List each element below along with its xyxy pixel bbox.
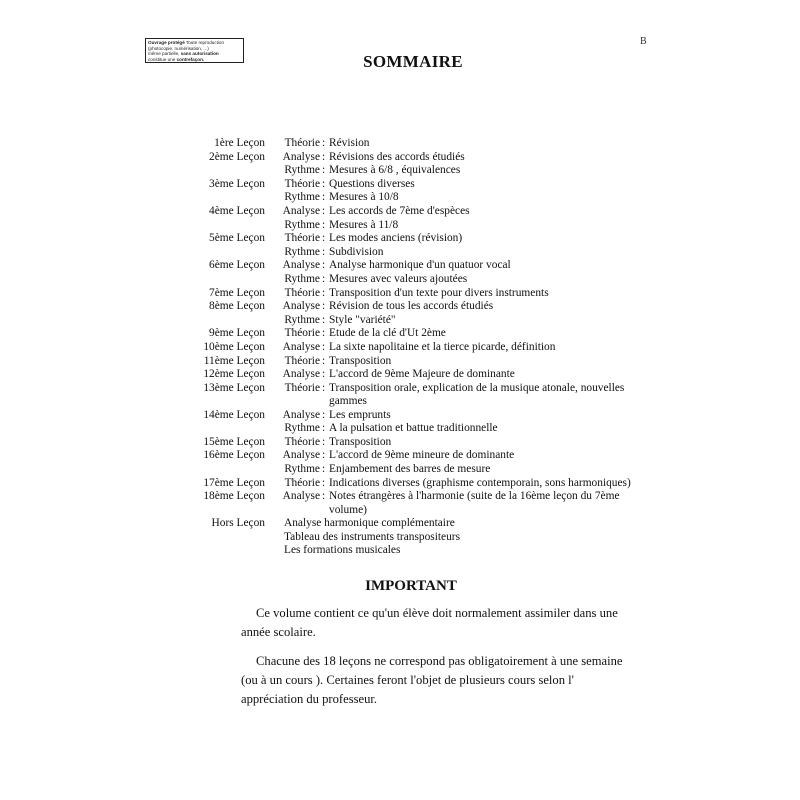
toc-kind: Théorie [284,354,320,367]
toc-lesson: 5ème Leçon [209,232,265,245]
toc-colon: : [322,463,326,476]
toc-kind: Analyse [282,449,320,462]
toc-lesson: 18ème Leçon [203,490,265,503]
toc-row [0,355,800,369]
toc-description: Analyse harmonique complémentaire [284,517,455,530]
toc-kind: Analyse [282,368,320,381]
notice-line4-bold: contrefaçon. [176,56,205,62]
toc-description: Transposition d'un texte pour divers instruments [329,286,549,299]
toc-colon: : [322,449,326,462]
toc-colon: : [322,422,326,435]
toc-colon: : [322,408,326,421]
toc-lesson: 6ème Leçon [209,259,265,272]
toc-description: Style "variété" [329,313,396,326]
toc-kind: Théorie [284,435,320,448]
toc-lesson: 15ème Leçon [203,435,265,448]
paragraph-1-text: Ce volume contient ce qu'un élève doit normalement assimiler dans une année scolaire. [241,606,618,639]
toc-row [0,232,800,246]
toc-lesson: 14ème Leçon [203,408,265,421]
page-title: SOMMAIRE [363,52,463,71]
toc-description: Transposition orale, explication de la musique atonale, nouvelles gammes [329,381,625,408]
toc-kind: Analyse [282,204,320,217]
toc-description: Enjambement des barres de mesure [329,463,491,476]
toc-kind: Analyse [282,340,320,353]
toc-colon: : [322,137,326,149]
toc-row [0,449,800,463]
toc-description: Révision de tous les accords étudiés [329,300,494,313]
toc-kind: Analyse [282,150,320,163]
toc-row [0,273,800,287]
paragraph-1 [241,604,626,642]
paragraph-2 [241,652,626,709]
toc-colon: : [322,490,326,503]
toc-colon: : [322,245,326,258]
toc-row [0,368,800,382]
toc-row [0,463,800,477]
toc-row [0,436,800,450]
toc-kind: Rythme [284,313,320,326]
toc-description: Transposition [329,435,392,448]
toc-kind: Théorie [284,327,320,340]
toc-lesson: 2ème Leçon [209,150,265,163]
toc-colon: : [322,177,326,190]
toc-row [0,259,800,273]
toc-kind: Théorie [284,381,320,394]
toc-row [0,219,800,233]
toc-row [0,300,800,314]
toc-description: Analyse harmonique d'un quatuor vocal [329,259,511,272]
toc-kind: Théorie [284,476,320,489]
toc-description: Les accords de 7ème d'espèces [329,204,470,217]
toc-lesson: 9ème Leçon [209,327,265,340]
toc-lesson: 8ème Leçon [209,300,265,313]
notice-line1-bold: Ouvrage protégé [148,40,185,45]
toc-lesson: 11ème Leçon [203,354,265,367]
toc-kind: Théorie [284,137,320,149]
notice-line2: (photocopie, numérisation, ...) [148,45,209,51]
toc-description: Mesures à 6/8 , équivalences [329,164,461,177]
toc-colon: : [322,164,326,177]
toc-colon: : [322,272,326,285]
toc-row [0,531,800,545]
toc-colon: : [322,313,326,326]
toc-description: Notes étrangères à l'harmonie (suite de la 16ème leçon du 7ème volume) [329,490,620,516]
table-of-contents [0,137,800,558]
toc-colon: : [322,368,326,381]
notice-line4a: constitue une [148,56,177,62]
toc-colon: : [322,300,326,313]
notice-line1-rest: Toute reproduction [184,40,225,45]
toc-row [0,246,800,260]
toc-colon: : [322,191,326,204]
toc-description: Subdivision [329,245,384,258]
toc-row [0,517,800,531]
toc-description: Les modes anciens (révision) [329,232,463,245]
toc-description: Tableau des instruments transpositeurs [284,530,461,543]
toc-row [0,151,800,165]
toc-colon: : [322,340,326,353]
page-letter: B [640,36,647,47]
toc-kind: Analyse [282,300,320,313]
important-heading: IMPORTANT [365,578,457,594]
toc-row [0,191,800,205]
toc-description: Mesures avec valeurs ajoutées [329,272,468,285]
toc-lesson: 10ème Leçon [203,340,265,353]
toc-row [0,544,800,558]
toc-colon: : [322,476,326,489]
toc-kind: Rythme [284,463,320,476]
toc-kind: Analyse [282,490,320,503]
toc-lesson: 13ème Leçon [203,381,265,394]
toc-description: Les emprunts [329,408,391,421]
toc-kind: Rythme [284,164,320,177]
toc-description: Questions diverses [329,177,415,190]
toc-colon: : [322,286,326,299]
toc-row [0,164,800,178]
toc-lesson: 17ème Leçon [203,476,265,489]
paragraph-2-text: Chacune des 18 leçons ne correspond pas obligatoirement à une semaine (ou à un cours ). Certaines feront l'objet de plusieurs cours selon l' appréciation du professeur. [241,654,623,706]
toc-lesson: 12ème Leçon [203,368,265,381]
toc-colon: : [322,259,326,272]
toc-colon: : [322,435,326,448]
toc-kind: Analyse [282,408,320,421]
toc-row [0,477,800,491]
toc-kind: Rythme [284,272,320,285]
toc-lesson: 16ème Leçon [203,449,265,462]
toc-row [0,382,800,409]
toc-row [0,490,800,517]
toc-description: Mesures à 11/8 [329,218,399,231]
toc-description: L'accord de 9ème Majeure de dominante [329,368,515,381]
toc-row [0,341,800,355]
toc-row [0,287,800,301]
toc-lesson: 4ème Leçon [209,204,265,217]
toc-description: La sixte napolitaine et la tierce picarde, définition [329,340,556,353]
toc-description: L'accord de 9ème mineure de dominante [329,449,515,462]
toc-description: Révision [329,137,370,149]
toc-kind: Rythme [284,191,320,204]
toc-kind: Théorie [284,232,320,245]
toc-row [0,205,800,219]
toc-kind: Théorie [284,177,320,190]
toc-kind: Rythme [284,218,320,231]
toc-colon: : [322,354,326,367]
toc-row [0,178,800,192]
toc-colon: : [322,381,326,394]
toc-kind: Rythme [284,245,320,258]
toc-lesson: 7ème Leçon [209,286,265,299]
toc-description: Etude de la clé d'Ut 2ème [329,327,446,340]
toc-description: Les formations musicales [284,544,401,557]
toc-row [0,327,800,341]
toc-description: Transposition [329,354,392,367]
notice-line3a: même partielle, [148,51,181,57]
toc-row [0,137,800,151]
toc-row [0,314,800,328]
toc-description: A la pulsation et battue traditionnelle [329,422,498,435]
toc-colon: : [322,204,326,217]
toc-colon: : [322,327,326,340]
toc-kind: Rythme [284,422,320,435]
toc-row [0,409,800,423]
toc-lesson: Hors Leçon [211,517,265,530]
toc-colon: : [322,232,326,245]
toc-kind: Théorie [284,286,320,299]
toc-colon: : [322,150,326,163]
toc-lesson: 1ère Leçon [214,137,265,149]
toc-description: Indications diverses (graphisme contemporain, sons harmoniques) [329,476,631,489]
toc-row [0,422,800,436]
toc-description: Révisions des accords étudiés [329,150,465,163]
toc-colon: : [322,218,326,231]
toc-lesson: 3ème Leçon [209,177,265,190]
notice-line3-bold: sans autorisation [180,51,219,57]
toc-kind: Analyse [282,259,320,272]
toc-description: Mesures à 10/8 [329,191,399,204]
